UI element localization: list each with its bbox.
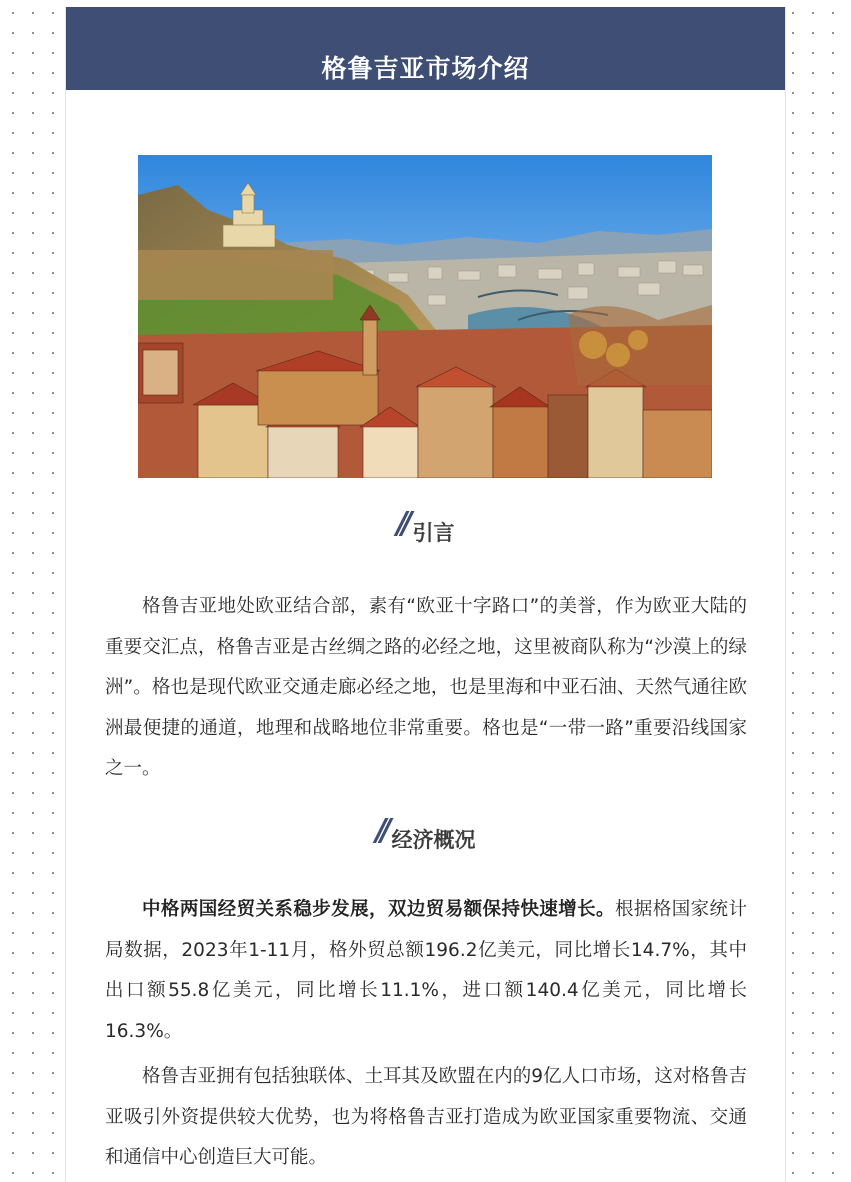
article-card — [65, 7, 786, 1182]
economy-paragraph-1 — [105, 890, 747, 1052]
title-banner — [66, 7, 785, 90]
double-slash-icon: // — [396, 506, 407, 541]
economy-trade-data: 根据格国家统计局数据，2023年1-11月，格外贸总额196.2亿美元，同比增长14.7%，其中出口额55.8亿美元，同比增长11.1%，进口额140.4亿美元，同比增长16.3%。 — [105, 899, 747, 1042]
section-heading-intro — [66, 506, 785, 555]
double-slash-icon: // — [375, 813, 386, 848]
section-heading-economy — [66, 813, 785, 862]
economy-paragraph-2: 格鲁吉亚拥有包括独联体、土耳其及欧盟在内的9亿人口市场，这对格鲁吉亚吸引外资提供较大优势，也为将格鲁吉亚打造成为欧亚国家重要物流、交通和通信中心创造巨大可能。 — [105, 1066, 747, 1168]
economy-lead-sentence: 中格两国经贸关系稳步发展，双边贸易额保持快速增长。 — [142, 899, 615, 920]
section-title: 引言 — [412, 521, 455, 545]
tbilisi-city-photo — [138, 155, 712, 478]
section-title: 经济概况 — [391, 828, 476, 852]
intro-paragraph: 格鲁吉亚地处欧亚结合部，素有“欧亚十字路口”的美誉，作为欧亚大陆的重要交汇点，格鲁吉亚是古丝绸之路的必经之地，这里被商队称为“沙漠上的绿洲”。格也是现代欧亚交通走廊必经之地，也是里海和中亚石油、天然气通往欧洲最便捷的通道，地理和战略地位非常重要。格也是“一带一路”重要沿线国家之一。 — [105, 596, 747, 779]
page-title: 格鲁吉亚市场介绍 — [321, 54, 530, 83]
